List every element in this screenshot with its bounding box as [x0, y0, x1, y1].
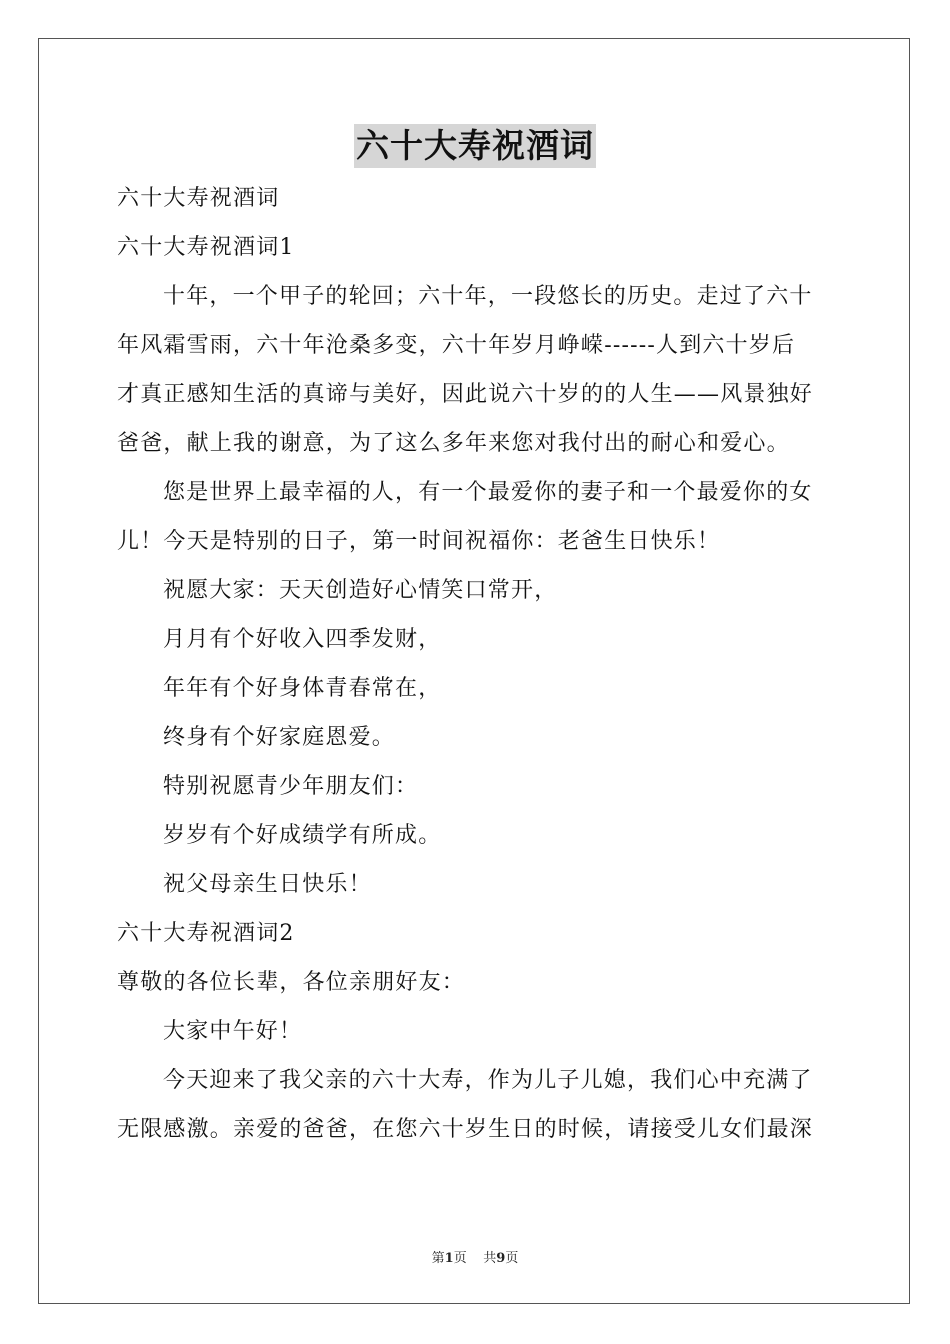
- text-line: 特别祝愿青少年朋友们：: [163, 774, 419, 799]
- text-line: 月月有个好收入四季发财，: [163, 627, 442, 652]
- text-line: 岁岁有个好成绩学有所成。: [163, 823, 442, 848]
- text-line: 十年，一个甲子的轮回；六十年，一段悠长的历史。走过了六十: [163, 284, 813, 309]
- page-suffix: 页: [453, 1251, 467, 1266]
- total-suffix: 页: [505, 1251, 519, 1266]
- document-title: 六十大寿祝酒词: [354, 124, 596, 168]
- page-prefix: 第: [431, 1251, 445, 1266]
- total-page-number: 9: [496, 1251, 506, 1266]
- text-line: 今天迎来了我父亲的六十大寿，作为儿子儿媳，我们心中充满了: [163, 1068, 813, 1093]
- text-line: 年年有个好身体青春常在，: [163, 676, 442, 701]
- total-prefix: 共: [483, 1251, 497, 1266]
- text-line: 祝愿大家：天天创造好心情笑口常开，: [163, 578, 558, 603]
- text-line: 才真正感知生活的真谛与美好，因此说六十岁的的人生——风景独好: [117, 382, 814, 407]
- text-line: 终身有个好家庭恩爱。: [163, 725, 396, 750]
- text-line: 无限感激。亲爱的爸爸，在您六十岁生日的时候，请接受儿女们最深: [117, 1117, 814, 1142]
- text-line: 您是世界上最幸福的人，有一个最爱你的妻子和一个最爱你的女: [163, 480, 813, 505]
- text-line: 儿！今天是特别的日子，第一时间祝福你：老爸生日快乐！: [117, 529, 721, 554]
- text-line: 大家中午好！: [163, 1019, 303, 1044]
- document-body: [117, 174, 837, 1154]
- title-container: [0, 124, 950, 168]
- text-line: 爸爸，献上我的谢意，为了这么多年来您对我付出的耐心和爱心。: [117, 431, 790, 456]
- text-line: 祝父母亲生日快乐！: [163, 872, 372, 897]
- text-line: 尊敬的各位长辈，各位亲朋好友：: [117, 970, 466, 995]
- page-footer: [0, 1247, 950, 1266]
- text-line: 六十大寿祝酒词2: [117, 921, 295, 946]
- text-line: 六十大寿祝酒词: [117, 186, 280, 211]
- text-line: 六十大寿祝酒词1: [117, 235, 295, 260]
- current-page-number: 1: [444, 1251, 454, 1266]
- text-line: 年风霜雪雨，六十年沧桑多变，六十年岁月峥嵘------人到六十岁后: [117, 333, 796, 358]
